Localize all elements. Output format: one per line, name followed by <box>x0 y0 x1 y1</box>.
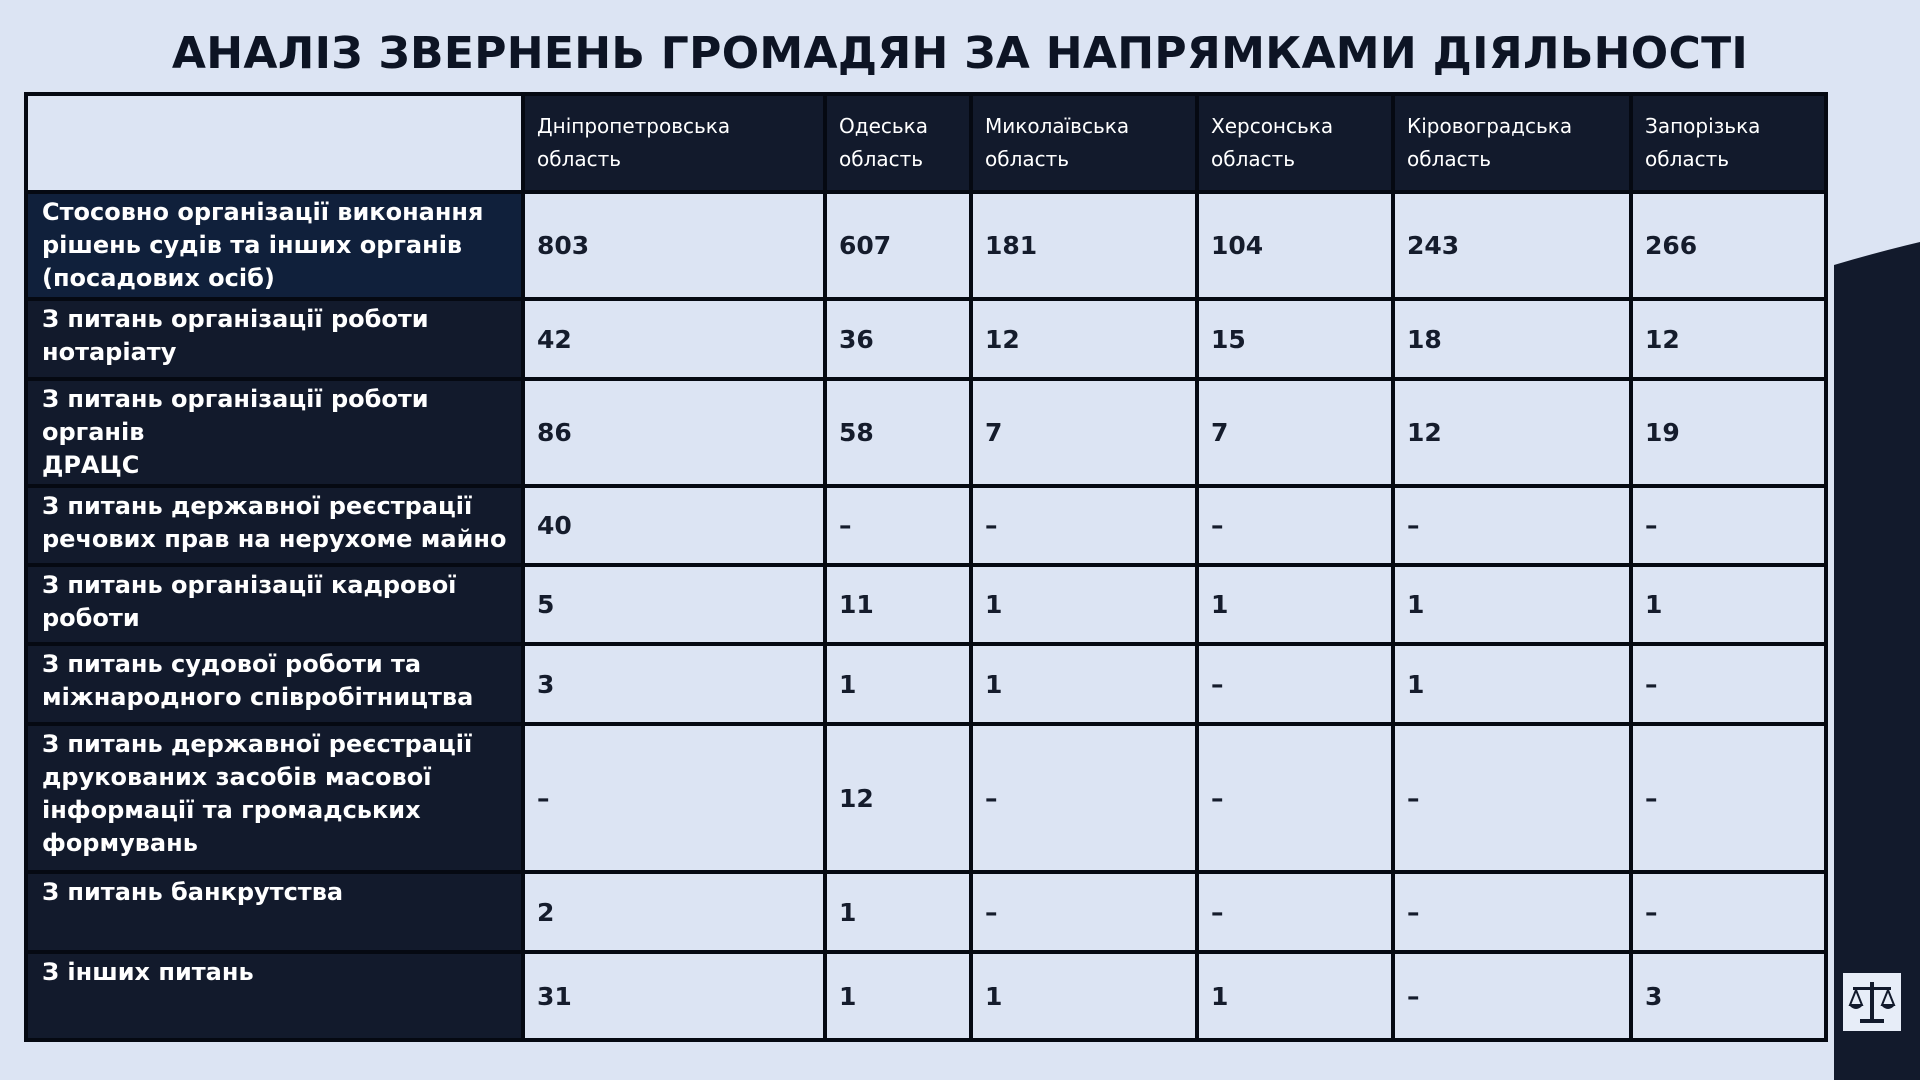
value-cell: – <box>825 486 971 565</box>
value-cell: 18 <box>1393 299 1631 379</box>
value-cell: 1 <box>1197 565 1393 644</box>
row-label: З питань державної реєстрації речових прав на нерухоме майно <box>26 486 523 565</box>
value-cell: 12 <box>1631 299 1826 379</box>
row-label: Стосовно організації виконання рішень судів та інших органів (посадових осіб) <box>26 192 523 299</box>
col-header-kherson: Херсонська область <box>1197 94 1393 192</box>
value-cell: – <box>523 724 825 872</box>
value-cell: – <box>1197 486 1393 565</box>
table-row <box>26 299 1826 379</box>
value-cell: 1 <box>1197 952 1393 1040</box>
value-cell: 7 <box>971 379 1197 486</box>
row-label: З питань організації роботи органів ДРАЦС <box>26 379 523 486</box>
value-cell: 803 <box>523 192 825 299</box>
value-cell: – <box>1393 872 1631 952</box>
value-cell: 2 <box>523 872 825 952</box>
table-row <box>26 565 1826 644</box>
header-row <box>26 94 1826 192</box>
col-header-kirovohrad: Кіровоградська область <box>1393 94 1631 192</box>
logo-badge <box>1843 973 1901 1031</box>
value-cell: 15 <box>1197 299 1393 379</box>
value-cell: 1 <box>825 644 971 724</box>
col-header-odesa: Одеська область <box>825 94 971 192</box>
row-label: З інших питань <box>26 952 523 1040</box>
value-cell: 243 <box>1393 192 1631 299</box>
value-cell: – <box>971 724 1197 872</box>
value-cell: – <box>1631 486 1826 565</box>
table-row <box>26 952 1826 1040</box>
table-row <box>26 379 1826 486</box>
value-cell: 86 <box>523 379 825 486</box>
value-cell: 7 <box>1197 379 1393 486</box>
col-header-zaporizhzhia: Запорізька область <box>1631 94 1826 192</box>
value-cell: 12 <box>825 724 971 872</box>
table-row <box>26 644 1826 724</box>
value-cell: 12 <box>971 299 1197 379</box>
value-cell: 104 <box>1197 192 1393 299</box>
value-cell: 5 <box>523 565 825 644</box>
page-title: АНАЛІЗ ЗВЕРНЕНЬ ГРОМАДЯН ЗА НАПРЯМКАМИ ДІЯЛЬНОСТІ <box>171 28 1749 79</box>
row-label: З питань організації кадрової роботи <box>26 565 523 644</box>
value-cell: 1 <box>971 565 1197 644</box>
value-cell: 1 <box>971 644 1197 724</box>
row-label: З питань організації роботи нотаріату <box>26 299 523 379</box>
table-row <box>26 192 1826 299</box>
appeals-table <box>24 92 1828 1042</box>
value-cell: 1 <box>971 952 1197 1040</box>
row-label: З питань судової роботи та міжнародного співробітництва <box>26 644 523 724</box>
col-header-mykolaiv: Миколаївська область <box>971 94 1197 192</box>
col-header-dnipropetrovsk: Дніпропетровська область <box>523 94 825 192</box>
value-cell: 3 <box>1631 952 1826 1040</box>
value-cell: 266 <box>1631 192 1826 299</box>
value-cell: – <box>971 486 1197 565</box>
value-cell: 40 <box>523 486 825 565</box>
value-cell: 1 <box>825 872 971 952</box>
value-cell: – <box>1197 724 1393 872</box>
table-row <box>26 486 1826 565</box>
side-decoration-strip <box>1834 0 1920 1080</box>
value-cell: 31 <box>523 952 825 1040</box>
value-cell: – <box>1197 872 1393 952</box>
value-cell: 607 <box>825 192 971 299</box>
value-cell: 36 <box>825 299 971 379</box>
value-cell: – <box>1197 644 1393 724</box>
value-cell: 1 <box>825 952 971 1040</box>
value-cell: 58 <box>825 379 971 486</box>
table-row <box>26 872 1826 952</box>
value-cell: 19 <box>1631 379 1826 486</box>
value-cell: 12 <box>1393 379 1631 486</box>
value-cell: 181 <box>971 192 1197 299</box>
value-cell: 3 <box>523 644 825 724</box>
value-cell: 1 <box>1393 565 1631 644</box>
value-cell: – <box>971 872 1197 952</box>
scales-icon <box>1843 973 1901 1031</box>
corner-cell <box>26 94 523 192</box>
value-cell: – <box>1393 486 1631 565</box>
value-cell: – <box>1631 644 1826 724</box>
value-cell: – <box>1631 724 1826 872</box>
value-cell: – <box>1631 872 1826 952</box>
row-label: З питань державної реєстрації друкованих засобів масової інформації та громадських формувань <box>26 724 523 872</box>
value-cell: 1 <box>1393 644 1631 724</box>
value-cell: 11 <box>825 565 971 644</box>
value-cell: 1 <box>1631 565 1826 644</box>
value-cell: 42 <box>523 299 825 379</box>
row-label: З питань банкрутства <box>26 872 523 952</box>
table-row <box>26 724 1826 872</box>
value-cell: – <box>1393 952 1631 1040</box>
value-cell: – <box>1393 724 1631 872</box>
